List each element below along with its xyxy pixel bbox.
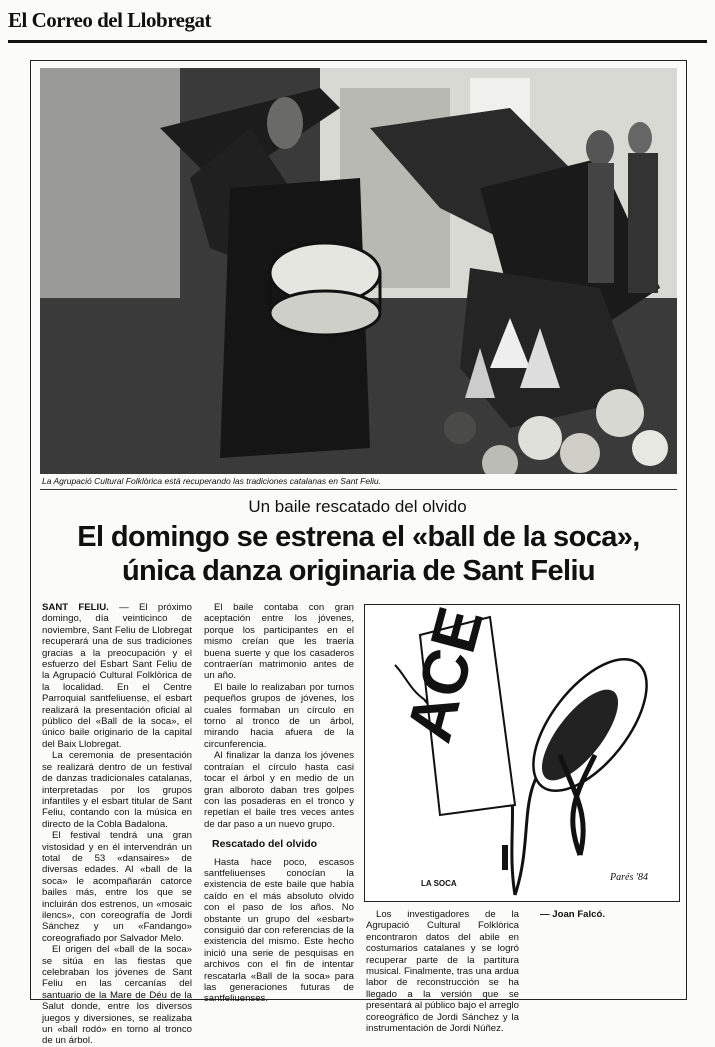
paragraph-1: — El próximo domingo, día veinticinco de noviembre, Sant Feliu de Llobregat recuperará una de sus tradiciones gracias a la preocupación y el esfuerzo del Esbart Sant Feliu de la Agrupació Cultural Folklòrica de la localidad. En el Centre Parroquial santfeliuense, el esbart realizará la presentación oficial al público del «Ball de la soca», el único baile originario de la capital del Baix Llobregat. bbox=[42, 602, 192, 750]
photo-caption: La Agrupació Cultural Folklòrica está recuperando las tradiciones catalanas en Sant Feliu. bbox=[42, 476, 381, 486]
article-column-1 bbox=[42, 602, 192, 1047]
byline: — Joan Falcó. bbox=[540, 909, 606, 920]
subheading: Rescatado del olvido bbox=[212, 838, 318, 851]
paragraph-5: El baile contaba con gran aceptación entre los jóvenes, porque los participantes en el mismo creían que les traería buena suerte y que los casaderos contraerían matrimonio antes de un año. bbox=[204, 602, 354, 682]
illustration-label: LA SOCA bbox=[421, 879, 457, 888]
illustration-drawing bbox=[365, 605, 679, 901]
article-column-4 bbox=[530, 909, 678, 920]
illustration bbox=[364, 604, 680, 902]
masthead-rule bbox=[8, 40, 707, 43]
paragraph-8: Hasta hace poco, escasos santfeliuenses conocían la existencia de este baile que había caído en el más absoluto olvido con el paso de los años. No obstante un grupo del «esbart» consiguió dar con referencias de la existencia del mismo. Este hecho inició una serie de pesquisas en archivos con el fin de intentar rescatarla «Ball de la soca» para las generaciones futuras de santfeliuenses. bbox=[204, 856, 354, 1005]
headline-line-2: única danza originaria de Sant Feliu bbox=[121, 555, 596, 587]
dateline: SANT FELIU. bbox=[42, 602, 109, 613]
paragraph-4: El origen del «ball de la soca» se sitúa en las fiestas que celebraban los jóvenes de Sant Feliu en las cercanías del santuario de la Mare de Déu de la Salut donde, entre los diversos juegos y diversiones, se realizaba un «ball rodó» en torno al tronco de un árbol. bbox=[42, 944, 192, 1047]
paragraph-2: La ceremonia de presentación se realizará dentro de un festival de danzas tradicionales catalanas, interpretadas por los grupos infantiles y el esbart titular de Sant Feliu, contando con la música en directo de la Cobla Badalona. bbox=[42, 750, 192, 830]
poster-text: ACE bbox=[392, 605, 497, 750]
artist-signature: Parés '84 bbox=[610, 872, 648, 883]
caption-rule bbox=[40, 489, 677, 490]
headline-line-1: El domingo se estrena el «ball de la soca», bbox=[77, 521, 640, 553]
paragraph-9: Los investigadores de la Agrupació Cultural Folklòrica encontraron datos del abile en costumarios catalanes y se logró recuperar parte de la partitura musical. Finalmente, tras una ardua labor de reconstrucción se ha llegado a la versión que se presentará al público bajo el arreglo coreográfico de Jordi Sánchez y la instrumentación de Jordi Núñez. bbox=[366, 909, 519, 1035]
news-photo bbox=[40, 68, 677, 474]
kicker: Un baile rescatado del olvido bbox=[248, 497, 467, 516]
lead-paragraph bbox=[42, 602, 192, 750]
masthead: El Correo del Llobregat bbox=[8, 8, 211, 32]
paragraph-6: El baile lo realizaban por turnos pequeños grupos de jóvenes, los cuales formaban un círculo en torno al tronco de un árbol, mirando hacia afuera de la circunferencia. bbox=[204, 681, 354, 750]
photo-drawing bbox=[40, 68, 677, 474]
paragraph-3: El festival tendrá una gran vistosidad y en él intervendrán un total de 53 «dansaires» de diversas edades. Al «ball de la soca» le acompañarán catorce bailes más, entre los que se incluirán dos estrenos, un «mosaic ilencs», con coreografía de Jordi Sánchez y un «Fandango» coreografiado por Salvador Melo. bbox=[42, 830, 192, 944]
article-column-3 bbox=[366, 909, 519, 1034]
paragraph-7: Al finalizar la danza los jóvenes contraían el círculo hasta casi tocar el árbol y en medio de un gran alboroto daban tres golpes con las posaderas en el tronco y repetían el baile tres veces antes de dar paso a un nuevo grupo. bbox=[204, 750, 354, 830]
headline bbox=[40, 520, 677, 588]
article-column-2 bbox=[204, 602, 354, 1005]
